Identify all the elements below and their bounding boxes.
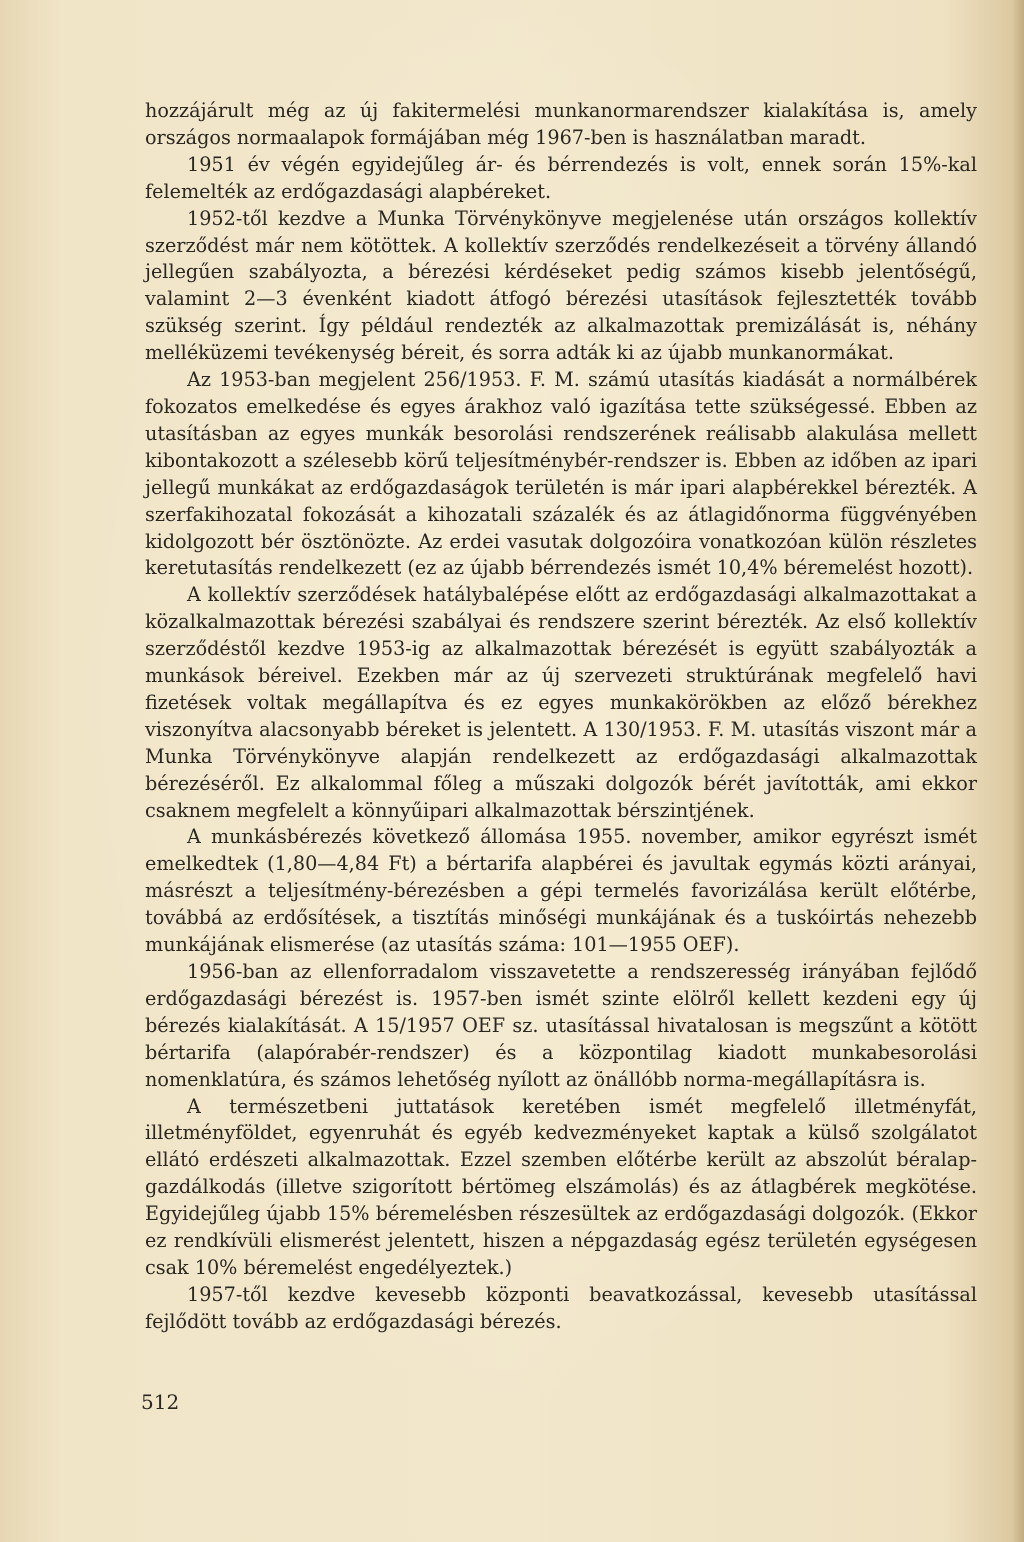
paragraph-9: 1957-től kezdve kevesebb központi beavatkozással, kevesebb utasítással fejlődött tovább az erdőgazdasági bérezés. <box>145 1282 977 1333</box>
paragraph-4: Az 1953-ban megjelent 256/1953. F. M. számú utasítás kiadását a normálbérek fokozatos emelkedése és egyes árakhoz való igazítása tette szükségessé. Ebben az utasításban az egyes munkák besorolási rendszerének reálisabb alakulása mellett kibontakozott a szélesebb körű teljesítménybér-rendszer is. Ebben az időben az ipari jellegű munkákat az erdőgazdaságok területén is már ipari alapbérekkel bérezték. A szerfakihozatal fokozását a kihozatali százalék és az átlagidőnorma függvényében kidolgozott bér ösztönözte. Az erdei vasutak dolgozóira vonatkozóan külön részletes keretutasítás rendelkezett (ez az újabb bérrendezés ismét 10,4% béremelést hozott). <box>145 368 977 580</box>
paragraph-5: A kollektív szerződések hatálybalépése előtt az erdőgazdasági alkalmazottakat a közalkalmazottak bérezési szabályai és rendszere szerint bérezték. Az első kollektív szerződéstől kezdve 1953-ig az alkalmazottak bérezését is együtt szabályozták a munkások béreivel. Ezekben már az új szervezeti struktúrának megfelelő havi fizetések voltak megállapítva és ez egyes munkakörökben az előző bérekhez viszonyítva alacsonyabb béreket is jelentett. A 130/1953. F. M. utasítás viszont már a Munka Törvénykönyve alapján rendelkezett az erdőgazdasági alkalmazottak bérezéséről. Ez alkalommal főleg a műszaki dolgozók bérét javították, ami ekkor csaknem megfelelt a könnyűipari alkalmazottak bérszintjének. <box>145 583 977 822</box>
paragraph-1: hozzájárult még az új fakitermelési munkanormarendszer kialakítása is, amely országos normaalapok formájában még 1967-ben is használatban maradt. <box>145 99 977 149</box>
page-number: 512 <box>141 1390 180 1414</box>
paragraph-8: A természetbeni juttatások keretében ismét megfelelő illetményfát, illetményföldet, egyenruhát és egyéb kedvezményeket kaptak a külső szolgálatot ellátó erdészeti alkalmazottak. Ezzel szemben előtérbe került az abszolút béralap-gazdálkodás (illetve szigorított bértömeg elszámolás) és az átlagbérek megkötése. Egyidejűleg újabb 15% béremelésben részesültek az erdőgazdasági dolgozók. (Ekkor ez rendkívüli elismerést jelentett, hiszen a népgazdaság egész területén egységesen csak 10% béremelést engedélyeztek.) <box>145 1094 977 1279</box>
body-text <box>145 98 977 1336</box>
paragraph-2: 1951 év végén egyidejűleg ár- és bérrendezés is volt, ennek során 15%-kal felemelték az erdőgazdasági alapbéreket. <box>145 152 977 203</box>
paragraph-3: 1952-től kezdve a Munka Törvénykönyve megjelenése után országos kollektív szerződést már nem kötöttek. A kollektív szerződés rendelkezéseit a törvény állandó jellegűen szabályozta, a bérezési kérdéseket pedig számos kisebb jelentőségű, valamint 2—3 évenként kiadott átfogó bérezési utasítások fejlesztették tovább szükség szerint. Így például rendezték az alkalmazottak premizálását is, néhány melléküzemi tevékenység béreit, és sorra adták ki az újabb munkanormákat. <box>145 206 977 365</box>
paragraph-6: A munkásbérezés következő állomása 1955. november, amikor egyrészt ismét emelkedtek (1,80—4,84 Ft) a bértarifa alapbérei és javultak egymás közti arányai, másrészt a teljesítmény-bérezésben a gépi termelés favorizálása került előtérbe, továbbá az erdősítések, a tisztítás minőségi munkájának és a tuskóirtás nehezebb munkájának elismerése (az utasítás száma: 101—1955 OEF). <box>145 825 977 957</box>
page-edge-shadow <box>1012 0 1024 1542</box>
paragraph-7: 1956-ban az ellenforradalom visszavetette a rendszeresség irányában fejlődő erdőgazdasági bérezést is. 1957-ben ismét szinte elölről kellett kezdeni egy új bérezés kialakítását. A 15/1957 OEF sz. utasítással hivatalosan is megszűnt a kötött bértarifa (alapórabér-rendszer) és a központilag kiadott munkabesorolási nomenklatúra, és számos lehetőség nyílott az önállóbb norma-megállapításra is. <box>145 960 977 1091</box>
